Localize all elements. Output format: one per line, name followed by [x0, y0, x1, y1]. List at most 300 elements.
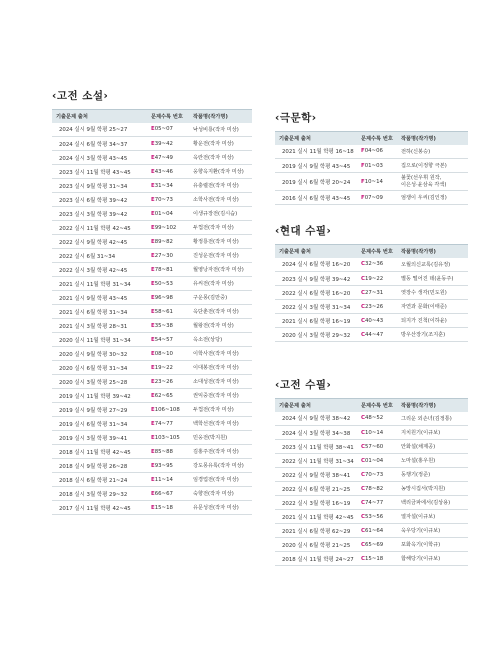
code-letter: E — [151, 140, 155, 147]
code-number: 15~18 — [364, 555, 384, 562]
exam-source-cell: 2024 실시 6월 학평 16~20 — [275, 258, 357, 272]
question-code-cell — [147, 487, 189, 501]
header-work: 작품명(작가명) — [397, 132, 468, 145]
code-number: 39~42 — [154, 140, 173, 147]
question-code-cell — [147, 249, 189, 263]
work-title-cell: 유충렬전(작자 미상) — [189, 179, 252, 193]
code-letter: C — [361, 513, 365, 520]
work-title-cell: 강도몽유록(작자 미상) — [189, 459, 252, 473]
question-code-cell — [357, 173, 397, 191]
question-code-cell — [357, 552, 397, 566]
exam-source-cell: 2021 실시 6월 학평 62~29 — [275, 524, 357, 538]
work-title-cell: 진성운전(작자 미상) — [189, 249, 252, 263]
classic-essay-table — [275, 398, 468, 566]
code-letter: E — [151, 196, 155, 203]
table-row — [52, 319, 252, 333]
code-number: 99~102 — [154, 224, 177, 231]
work-title-cell: 전하(신봉승) — [397, 145, 468, 159]
question-code-cell — [147, 277, 189, 291]
section-title: ‹현대 수필› — [275, 225, 332, 237]
code-number: 54~57 — [154, 336, 173, 343]
table-row — [275, 328, 468, 342]
code-number: 74~77 — [364, 499, 384, 506]
table-row — [52, 123, 252, 137]
code-number: 78~81 — [154, 266, 173, 273]
work-title-cell: 오월의신교록(김유정) — [397, 258, 468, 272]
drama-section — [275, 110, 468, 205]
code-letter: E — [151, 126, 155, 133]
exam-source-cell: 2019 실시 9월 학평 27~29 — [52, 403, 147, 417]
code-number: 07~09 — [364, 194, 383, 201]
question-code-cell — [147, 123, 189, 137]
code-letter: C — [361, 471, 365, 478]
code-number: 85~88 — [154, 448, 173, 455]
exam-source-cell: 2017 실시 11월 학평 42~45 — [52, 501, 147, 515]
work-title-cell: 백리금파에서(김상용) — [397, 496, 468, 510]
code-number: 78~82 — [364, 485, 384, 492]
work-title-cell: 옹향옥지환(작자 미상) — [189, 165, 252, 179]
exam-source-cell: 2023 실시 9월 학평 39~42 — [275, 272, 357, 286]
question-code-cell — [147, 375, 189, 389]
table-row — [52, 445, 252, 459]
exam-source-cell: 2018 실시 11월 학평 42~45 — [52, 445, 147, 459]
table-row — [275, 454, 468, 468]
code-number: 15~18 — [154, 504, 173, 511]
code-number: 50~53 — [154, 280, 173, 287]
table-row — [52, 305, 252, 319]
question-code-cell — [357, 286, 397, 300]
table-row — [52, 389, 252, 403]
exam-source-cell: 2024 실시 3월 학평 34~38 — [275, 426, 357, 440]
question-code-cell — [357, 258, 397, 272]
question-code-cell — [147, 193, 189, 207]
question-code-cell — [147, 389, 189, 403]
exam-source-cell: 2016 실시 6월 학평 43~45 — [275, 191, 357, 205]
work-title-cell: 안화설(채제공) — [397, 440, 468, 454]
exam-source-cell: 2019 실시 11월 학평 39~42 — [52, 389, 147, 403]
code-letter: E — [151, 448, 155, 455]
question-code-cell — [357, 468, 397, 482]
code-number: 10~14 — [364, 178, 383, 185]
code-letter: C — [361, 443, 365, 450]
question-code-cell — [357, 524, 397, 538]
code-letter: E — [151, 308, 155, 315]
question-code-cell — [147, 431, 189, 445]
exam-source-cell: 2022 실시 9월 학평 38~41 — [275, 468, 357, 482]
question-code-cell — [357, 328, 397, 342]
section-title: ‹고전 소설› — [52, 90, 109, 102]
exam-source-cell: 2021 실시 9월 학평 43~45 — [52, 291, 147, 305]
exam-source-cell: 2018 실시 11월 학평 24~27 — [275, 552, 357, 566]
question-code-cell — [147, 263, 189, 277]
code-letter: E — [151, 168, 155, 175]
table-row — [52, 459, 252, 473]
code-number: 01~03 — [364, 162, 383, 169]
modern-essay-section — [275, 223, 468, 342]
question-code-cell — [147, 291, 189, 305]
work-title-cell: 낙성비룡(작자 미상) — [189, 123, 252, 137]
work-title-cell: 유씨전(작자 미상) — [189, 277, 252, 291]
question-code-cell — [147, 361, 189, 375]
code-number: 70~73 — [364, 471, 384, 478]
question-code-cell — [357, 191, 397, 205]
table-row — [275, 145, 468, 159]
work-title-cell: 그리운 외손녀(김정통) — [397, 412, 468, 426]
code-number: 27~31 — [364, 289, 384, 296]
question-code-cell — [147, 179, 189, 193]
code-letter: E — [151, 182, 155, 189]
table-row — [52, 333, 252, 347]
code-letter: E — [151, 280, 155, 287]
code-letter: E — [151, 378, 155, 385]
work-title-cell: 동행기(정준) — [397, 468, 468, 482]
work-title-cell — [397, 173, 468, 191]
work-title-cell: 두껍전(작자 미상) — [189, 221, 252, 235]
question-code-cell — [147, 235, 189, 249]
exam-source-cell: 2018 실시 3월 학평 29~32 — [52, 487, 147, 501]
question-code-cell — [147, 165, 189, 179]
drama-table — [275, 131, 468, 205]
question-code-cell — [147, 459, 189, 473]
table-row — [52, 375, 252, 389]
work-title-cell: 김홍주전(작자 미상) — [189, 445, 252, 459]
question-code-cell — [147, 221, 189, 235]
work-title-cell: 엄쟁이 우씨(김인정) — [397, 191, 468, 205]
exam-source-cell: 2018 실시 9월 학평 26~28 — [52, 459, 147, 473]
exam-source-cell: 2022 실시 3월 학평 16~19 — [275, 496, 357, 510]
table-row — [52, 473, 252, 487]
exam-source-cell: 2024 실시 9월 학평 25~27 — [52, 123, 147, 137]
question-code-cell — [357, 496, 397, 510]
question-code-cell — [147, 473, 189, 487]
exam-source-cell: 2024 실시 9월 학평 38~42 — [275, 412, 357, 426]
header-work: 작품명(작가명) — [397, 399, 468, 412]
code-number: 47~49 — [154, 154, 173, 161]
table-row — [275, 272, 468, 286]
code-letter: E — [151, 420, 155, 427]
exam-source-cell: 2022 실시 3월 학평 42~45 — [52, 263, 147, 277]
code-number: 53~56 — [364, 513, 384, 520]
code-number: 31~34 — [154, 182, 173, 189]
table-row — [52, 501, 252, 515]
exam-source-cell: 2023 실시 11월 학평 38~41 — [275, 440, 357, 454]
code-number: 27~30 — [154, 252, 173, 259]
question-code-cell — [147, 501, 189, 515]
table-row — [52, 249, 252, 263]
table-row — [275, 300, 468, 314]
code-letter: E — [151, 224, 155, 231]
question-code-cell — [147, 403, 189, 417]
code-letter: C — [361, 275, 365, 282]
code-letter: E — [151, 490, 155, 497]
code-letter: C — [361, 289, 365, 296]
table-row — [275, 440, 468, 454]
section-title: ‹고전 수필› — [275, 379, 332, 391]
work-title-line: 불꽃(선우휘 원작, — [401, 174, 442, 181]
work-title-cell: 옥단춘전(작자 미상) — [189, 305, 252, 319]
code-letter: C — [361, 261, 365, 268]
code-number: 103~105 — [154, 434, 180, 441]
work-title-cell: 황정룡전(작자 미상) — [189, 235, 252, 249]
exam-source-cell: 2023 실시 9월 학평 31~34 — [52, 179, 147, 193]
table-row — [52, 221, 252, 235]
code-letter: E — [151, 322, 155, 329]
exam-source-cell: 2023 실시 11월 학평 43~45 — [52, 165, 147, 179]
work-title-cell: 별동 떨어진 데(윤동주) — [397, 272, 468, 286]
table-row — [52, 137, 252, 151]
modern-essay-table — [275, 244, 468, 342]
code-letter: C — [361, 527, 365, 534]
code-number: 23~26 — [154, 378, 173, 385]
exam-source-cell: 2020 실시 3월 학평 29~32 — [275, 328, 357, 342]
code-letter: C — [361, 555, 365, 562]
exam-source-cell: 2021 실시 6월 학평 16~19 — [275, 314, 357, 328]
code-letter: C — [361, 303, 365, 310]
exam-source-cell: 2021 실시 11월 학평 16~18 — [275, 145, 357, 159]
table-row — [275, 510, 468, 524]
work-title-cell: 합해당기(이규보) — [397, 552, 468, 566]
exam-source-cell: 2022 실시 11월 학평 42~45 — [52, 221, 147, 235]
code-letter: E — [151, 154, 155, 161]
code-letter: E — [151, 476, 155, 483]
question-code-cell — [147, 137, 189, 151]
code-letter: C — [361, 331, 365, 338]
work-title-cell: 이대봉전(작자 미상) — [189, 361, 252, 375]
code-letter: E — [151, 238, 155, 245]
code-letter: C — [361, 317, 365, 324]
code-number: 40~43 — [364, 317, 384, 324]
question-code-cell — [357, 510, 397, 524]
work-title-cell: 엿장수 생각(민도원) — [397, 286, 468, 300]
question-code-cell — [357, 145, 397, 159]
exam-source-cell: 2022 실시 6월 학평 21~25 — [275, 482, 357, 496]
header-code: 문제수록 번호 — [357, 132, 397, 145]
header-exam: 기출문제 출처 — [275, 399, 357, 412]
table-row — [275, 412, 468, 426]
code-letter: C — [361, 429, 365, 436]
code-letter: E — [151, 266, 155, 273]
table-row — [275, 496, 468, 510]
code-letter: E — [151, 392, 155, 399]
question-code-cell — [147, 445, 189, 459]
code-number: 05~07 — [154, 126, 173, 133]
exam-source-cell: 2022 실시 9월 학평 42~45 — [52, 235, 147, 249]
header-work: 작품명(작가명) — [397, 245, 468, 258]
exam-source-cell: 2023 실시 6월 학평 39~42 — [52, 193, 147, 207]
code-number: 58~61 — [154, 308, 173, 315]
code-number: 106~108 — [154, 406, 180, 413]
code-letter: C — [361, 415, 365, 422]
table-row — [52, 235, 252, 249]
code-number: 23~26 — [364, 303, 384, 310]
table-row — [275, 286, 468, 300]
code-number: 19~22 — [154, 364, 173, 371]
question-code-cell — [357, 412, 397, 426]
table-row — [275, 314, 468, 328]
code-letter: E — [151, 350, 155, 357]
table-row — [52, 347, 252, 361]
code-number: 11~14 — [154, 476, 173, 483]
table-row — [52, 207, 252, 221]
exam-source-cell: 2019 실시 9월 학평 43~45 — [275, 159, 357, 173]
code-number: 65~69 — [364, 541, 384, 548]
table-header-row — [275, 245, 468, 258]
table-row — [52, 151, 252, 165]
exam-source-cell: 2020 실시 6월 학평 31~34 — [52, 361, 147, 375]
table-header-row — [275, 399, 468, 412]
code-number: 48~52 — [364, 415, 384, 422]
classic-essay-section — [275, 377, 468, 566]
table-row — [275, 538, 468, 552]
code-number: 44~47 — [364, 331, 384, 338]
question-code-cell — [357, 454, 397, 468]
exam-source-cell: 2019 실시 3월 학평 39~41 — [52, 431, 147, 445]
table-row — [52, 277, 252, 291]
work-title-cell: 지치원기(이규보) — [397, 426, 468, 440]
question-code-cell — [357, 426, 397, 440]
code-number: 89~82 — [154, 238, 173, 245]
work-title-cell: 옥소전(상당) — [189, 333, 252, 347]
code-number: 01~04 — [364, 457, 384, 464]
work-title-cell: 자연과 문화(이태준) — [397, 300, 468, 314]
question-code-cell — [357, 159, 397, 173]
exam-source-cell: 2020 실시 3월 학평 25~28 — [52, 375, 147, 389]
header-exam: 기출문제 출처 — [52, 110, 147, 123]
code-number: 04~06 — [364, 148, 383, 155]
work-title-cell: 임경업전(작자 미상) — [189, 473, 252, 487]
table-row — [52, 193, 252, 207]
exam-source-cell: 2019 실시 6월 학평 20~24 — [275, 173, 357, 191]
work-title-cell: 방우산장기(조지훈) — [397, 328, 468, 342]
code-letter: E — [151, 462, 155, 469]
work-title-cell: 이생규장전(김시습) — [189, 207, 252, 221]
code-letter: E — [151, 252, 155, 259]
question-code-cell — [147, 333, 189, 347]
work-title-cell: 두껍전(작자 미상) — [189, 403, 252, 417]
work-title-cell: 숙향전(작자 미상) — [189, 487, 252, 501]
exam-source-cell: 2024 실시 3월 학평 43~45 — [52, 151, 147, 165]
code-letter: E — [151, 210, 155, 217]
exam-source-cell: 2021 실시 3월 학평 28~31 — [52, 319, 147, 333]
exam-source-cell: 2024 실시 6월 학평 34~37 — [52, 137, 147, 151]
code-number: 43~46 — [154, 168, 173, 175]
work-title-cell: 월영낭자전(작자 미상) — [189, 263, 252, 277]
code-letter: F — [361, 162, 365, 169]
work-title-cell: 월왕전(작자 미상) — [189, 319, 252, 333]
question-code-cell — [357, 440, 397, 454]
table-row — [275, 426, 468, 440]
work-title-line: 이은성·윤삼육 각색) — [401, 181, 447, 188]
code-number: 96~98 — [154, 294, 173, 301]
work-title-cell: 욱우당기(이규보) — [397, 524, 468, 538]
header-code: 문제수록 번호 — [357, 399, 397, 412]
work-title-cell: 소학사전(작자 미상) — [189, 193, 252, 207]
code-number: 01~04 — [154, 210, 173, 217]
code-letter: E — [151, 434, 155, 441]
code-number: 93~95 — [154, 462, 173, 469]
table-row — [52, 361, 252, 375]
exam-source-cell: 2020 실시 6월 학평 21~25 — [275, 538, 357, 552]
table-row — [275, 173, 468, 191]
header-code: 문제수록 번호 — [357, 245, 397, 258]
code-number: 62~65 — [154, 392, 173, 399]
code-letter: F — [361, 194, 365, 201]
section-title: ‹극문학› — [275, 112, 317, 124]
work-title-cell: 유문성전(작자 미상) — [189, 501, 252, 515]
question-code-cell — [357, 314, 397, 328]
work-title-cell: 민옹전(박지원) — [189, 431, 252, 445]
work-title-cell: 농망시집서(박지원) — [397, 482, 468, 496]
code-number: 10~14 — [364, 429, 384, 436]
code-letter: E — [151, 504, 155, 511]
question-code-cell — [357, 538, 397, 552]
header-exam: 기출문제 출처 — [275, 245, 357, 258]
table-row — [52, 487, 252, 501]
code-number: 70~73 — [154, 196, 173, 203]
work-title-cell: 소대성전(작자 미상) — [189, 375, 252, 389]
exam-source-cell: 2020 실시 9월 학평 30~32 — [52, 347, 147, 361]
code-letter: C — [361, 485, 365, 492]
question-code-cell — [357, 272, 397, 286]
code-letter: C — [361, 457, 365, 464]
code-letter: F — [361, 178, 365, 185]
header-exam: 기출문제 출처 — [275, 132, 357, 145]
exam-source-cell: 2022 실시 3월 학평 31~34 — [275, 300, 357, 314]
table-row — [275, 482, 468, 496]
question-code-cell — [357, 300, 397, 314]
header-work: 작품명(작가명) — [189, 110, 252, 123]
table-row — [52, 403, 252, 417]
exam-source-cell: 2020 실시 11월 학평 31~34 — [52, 333, 147, 347]
code-letter: C — [361, 499, 365, 506]
exam-source-cell: 2022 실시 6월 31~34 — [52, 249, 147, 263]
table-row — [52, 165, 252, 179]
question-code-cell — [147, 417, 189, 431]
work-title-cell: 집으로(이정향 극본) — [397, 159, 468, 173]
exam-source-cell: 2022 실시 6월 학평 16~20 — [275, 286, 357, 300]
code-number: 08~10 — [154, 350, 173, 357]
exam-source-cell: 2019 실시 6월 학평 31~34 — [52, 417, 147, 431]
work-title-cell: 되지가 진척(이하윤) — [397, 314, 468, 328]
exam-source-cell: 2018 실시 6월 학평 21~24 — [52, 473, 147, 487]
code-number: 61~64 — [364, 527, 384, 534]
code-letter: E — [151, 406, 155, 413]
work-title-cell: 포화옥기(이학규) — [397, 538, 468, 552]
table-row — [275, 159, 468, 173]
code-number: 35~38 — [154, 322, 173, 329]
header-code: 문제수록 번호 — [147, 110, 189, 123]
exam-source-cell: 2022 실시 11월 학평 31~34 — [275, 454, 357, 468]
exam-source-cell: 2021 실시 11월 학평 31~34 — [52, 277, 147, 291]
work-title-cell: 구운몽(김만중) — [189, 291, 252, 305]
table-row — [275, 524, 468, 538]
table-row — [275, 468, 468, 482]
work-title-cell: 열자설(이규보) — [397, 510, 468, 524]
question-code-cell — [147, 319, 189, 333]
exam-source-cell: 2021 실시 11월 학평 42~45 — [275, 510, 357, 524]
classic-novel-section — [52, 88, 252, 515]
table-row — [52, 417, 252, 431]
work-title-cell: 노마설(홍우원) — [397, 454, 468, 468]
code-letter: C — [361, 541, 365, 548]
code-number: 19~22 — [364, 275, 384, 282]
work-title-cell: 황운전(작자 미상) — [189, 137, 252, 151]
code-letter: E — [151, 294, 155, 301]
question-code-cell — [147, 151, 189, 165]
work-title-cell: 권익중전(작자 미상) — [189, 389, 252, 403]
table-row — [275, 258, 468, 272]
code-number: 74~77 — [154, 420, 173, 427]
